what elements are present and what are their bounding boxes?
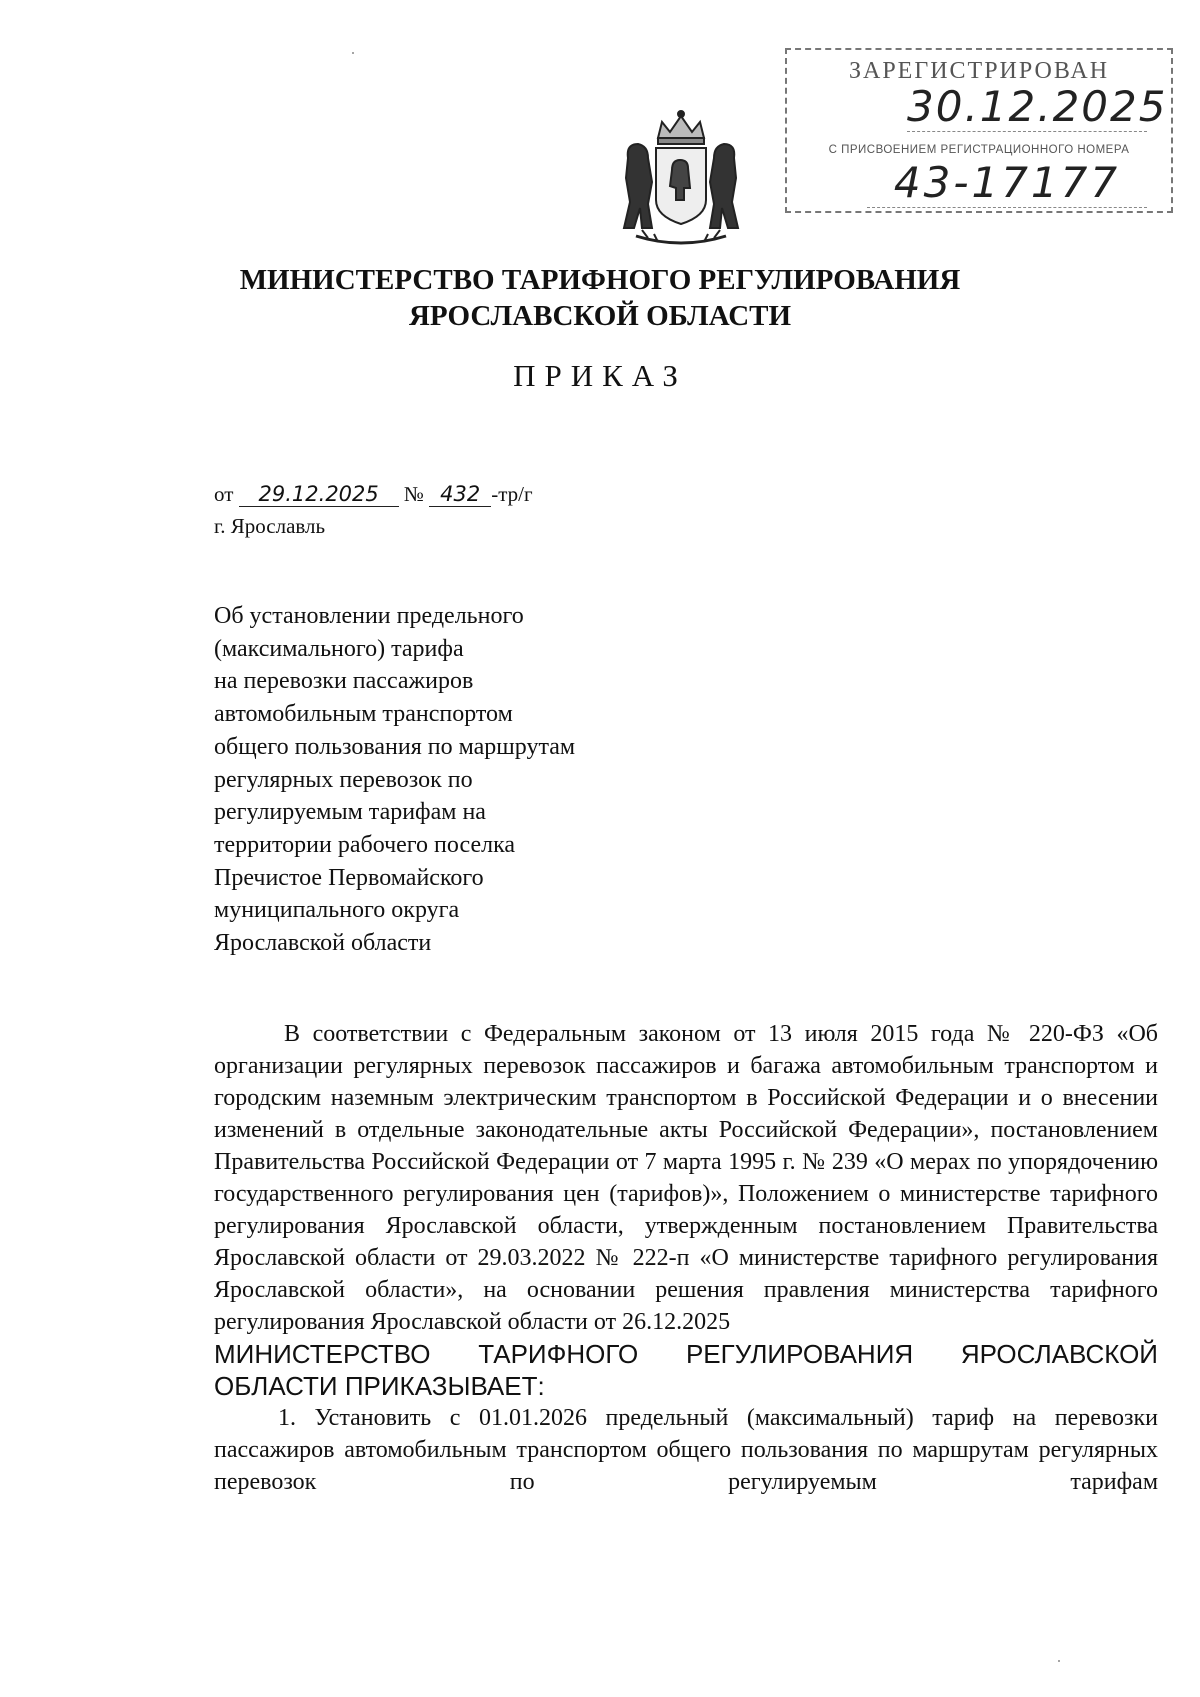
order-statement: МИНИСТЕРСТВО ТАРИФНОГО РЕГУЛИРОВАНИЯ ЯРОСЛАВСКОЙ ОБЛАСТИ ПРИКАЗЫВАЕТ: bbox=[214, 1339, 1158, 1401]
subject-line: Об установлении предельного bbox=[214, 603, 524, 629]
stamp-date: 30.12.2025 bbox=[907, 82, 1168, 131]
subject-line: Ярославской области bbox=[214, 930, 432, 957]
number-label: № bbox=[403, 482, 424, 506]
subject-line: на перевозки пассажиров bbox=[214, 668, 474, 695]
scan-speck bbox=[1058, 1660, 1060, 1662]
point-1-paragraph: 1. Установить с 01.01.2026 предельный (максимальный) тариф на перевозки пассажиров автомобильным транспортом общего пользования по маршрутам регулярных перевозок по регулируемым тарифам bbox=[214, 1405, 1158, 1495]
date-number-line bbox=[214, 478, 533, 510]
document-type: ПРИКАЗ bbox=[513, 358, 687, 393]
stamp-number: 43-17177 bbox=[867, 158, 1147, 208]
document-number: 432 bbox=[429, 482, 491, 507]
preamble-paragraph: В соответствии с Федеральным законом от 13 июля 2015 года № 220-ФЗ «Об организации регулярных перевозок пассажиров и багажа автомобильным транспортом и городским наземным электрическим транспортом в Российской Федерации и о внесении изменений в отдельные законодательные акты Российской Федерации», постановлением Правительства Российской Федерации от 7 марта 1995 г. № 239 «О мерах по упорядочению государственного регулирования цен (тарифов)», Положением о министерстве тарифного регулирования Ярославской области, утвержденным постановлением Правительства Ярославской области от 29.03.2022 № 222-п «О министерстве тарифного регулирования Ярославской области», на основании решения правления министерства тарифного регулирования Ярославской области от 26.12.2025 bbox=[214, 1021, 1158, 1335]
coat-of-arms-icon bbox=[618, 108, 744, 248]
document-date: 29.12.2025 bbox=[239, 482, 399, 507]
from-label: от bbox=[214, 482, 234, 506]
subject-line: (максимального) тарифа bbox=[214, 635, 464, 662]
subject-line: регулярных перевозок по bbox=[214, 766, 473, 793]
subject-line: общего пользования по маршрутам bbox=[214, 733, 576, 760]
stamp-subtitle: С ПРИСВОЕНИЕМ РЕГИСТРАЦИОННОГО НОМЕРА bbox=[828, 144, 1130, 156]
subject-line: автомобильным транспортом bbox=[214, 701, 513, 728]
ministry-line-1: МИНИСТЕРСТВО ТАРИФНОГО РЕГУЛИРОВАНИЯ bbox=[239, 264, 961, 296]
scan-speck bbox=[352, 52, 354, 54]
document-body bbox=[214, 1018, 1158, 1498]
city: г. Ярославль bbox=[214, 514, 326, 538]
ministry-line-2: ЯРОСЛАВСКОЙ ОБЛАСТИ bbox=[408, 300, 792, 332]
subject-line: Пречистое Первомайского bbox=[214, 864, 484, 891]
registration-stamp bbox=[785, 48, 1173, 213]
subject-line: территории рабочего поселка bbox=[214, 831, 516, 858]
document-subject bbox=[214, 600, 694, 960]
ministry-name bbox=[0, 262, 1200, 334]
document-meta bbox=[214, 478, 533, 542]
stamp-title: ЗАРЕГИСТРИРОВАН bbox=[848, 58, 1110, 84]
number-suffix: -тр/г bbox=[491, 482, 533, 506]
subject-line: муниципального округа bbox=[214, 897, 460, 924]
subject-line: регулируемым тарифам на bbox=[214, 799, 486, 826]
